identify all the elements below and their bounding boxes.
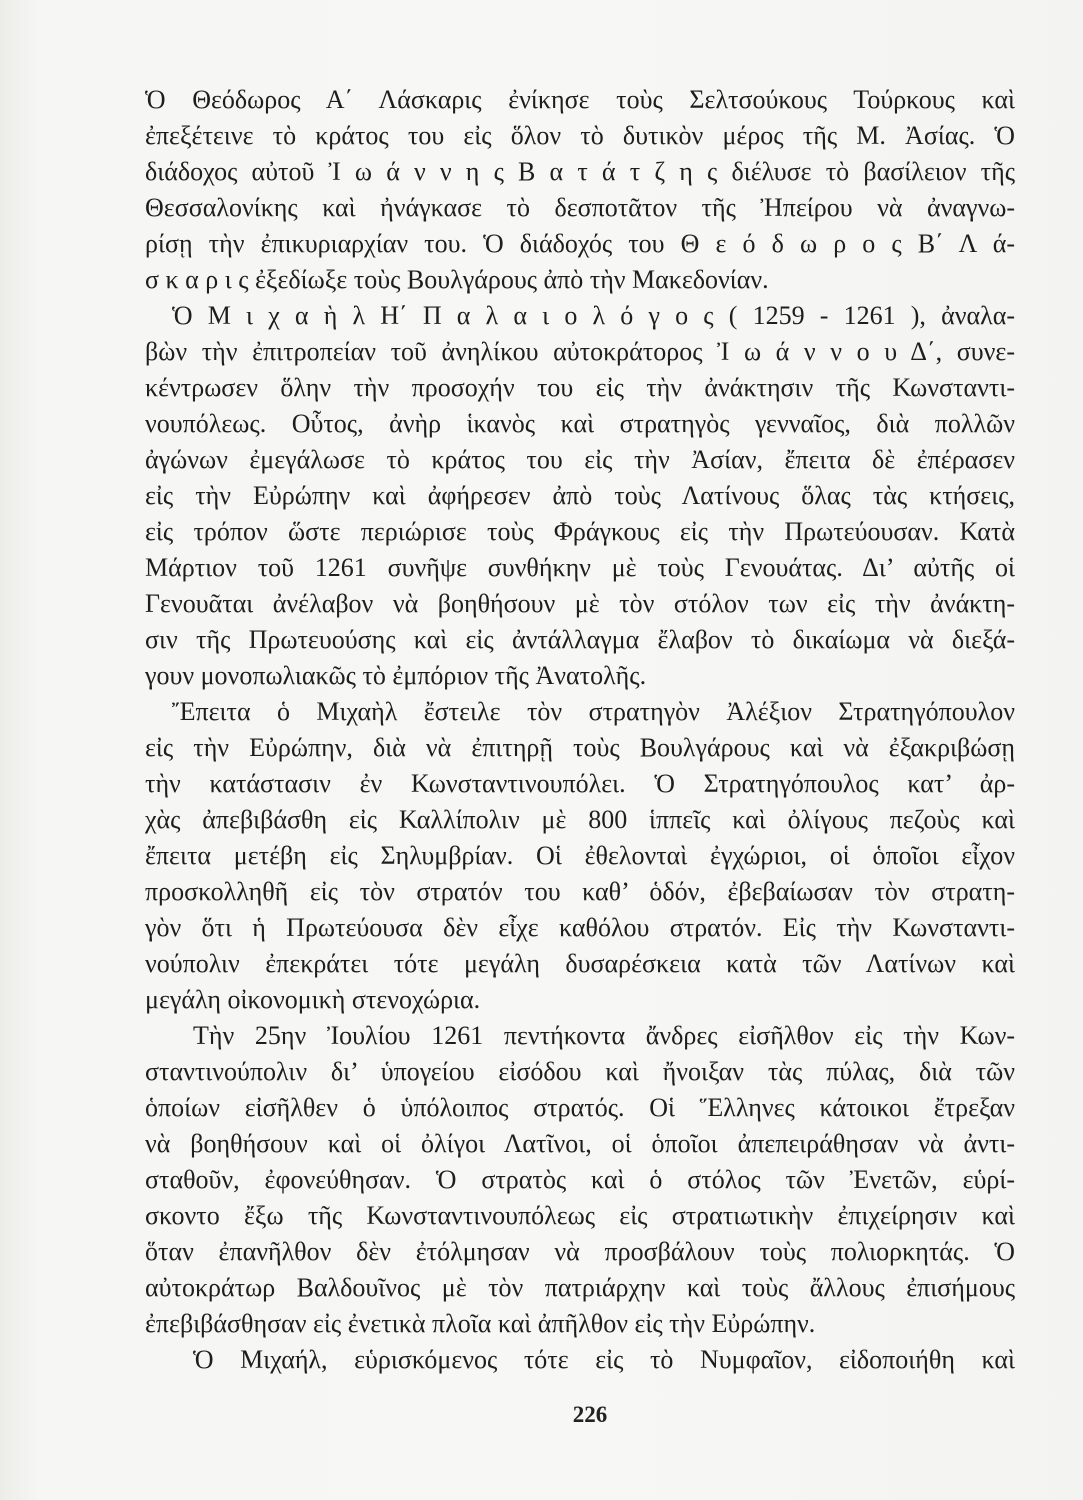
- text-line: [172, 298, 1015, 334]
- text-line: [145, 658, 1015, 694]
- text-line: [145, 982, 1015, 1018]
- line-text: νουπόλεως. Οὗτος, ἀνὴρ ἱκανὸς καὶ στρατηγὸς γενναῖος, διὰ πολλῶν: [145, 409, 1015, 438]
- line-text: αὐτοκράτωρ Βαλδουῖνος μὲ τὸν πατριάρχην καὶ τοὺς ἄλλους ἐπισήμους: [145, 1273, 1015, 1302]
- text-line: [145, 910, 1015, 946]
- text-line: [145, 1234, 1015, 1270]
- text-line: [145, 262, 1015, 298]
- line-text: ἔπειτα μετέβη εἰς Σηλυμβρίαν. Οἱ ἐθελονταὶ ἐγχώριοι, οἱ ὁποῖοι εἶχον: [145, 841, 1015, 870]
- text-line: [145, 226, 1015, 262]
- text-line: [145, 586, 1015, 622]
- line-text: ρίσῃ τὴν ἐπικυριαρχίαν του. Ὁ διάδοχός του Θ ε ό δ ω ρ ο ς Β΄ Λ ά-: [145, 229, 1015, 258]
- line-text: ἐπεξέτεινε τὸ κράτος του εἰς ὅλον τὸ δυτικὸν μέρος τῆς Μ. Ἀσίας. Ὁ: [145, 121, 1015, 150]
- paragraph: [145, 298, 1015, 694]
- line-text: τὴν κατάστασιν ἐν Κωνσταντινουπόλει. Ὁ Στρατηγόπουλος κατ’ ἀρ-: [145, 769, 1015, 798]
- paragraph: [145, 1018, 1015, 1342]
- text-line: [145, 370, 1015, 406]
- text-line: [145, 874, 1015, 910]
- line-text: Μάρτιον τοῦ 1261 συνῆψε συνθήκην μὲ τοὺς Γενουάτας. Δι’ αὐτῆς οἱ: [145, 553, 1015, 582]
- line-text: βὼν τὴν ἐπιτροπείαν τοῦ ἀνηλίκου αὐτοκράτορος Ἰ ω ά ν ν ο υ Δ΄, συνε-: [145, 337, 1015, 366]
- text-line: [145, 1162, 1015, 1198]
- text-line: [145, 766, 1015, 802]
- line-text: εἰς τρόπον ὥστε περιώρισε τοὺς Φράγκους εἰς τὴν Πρωτεύουσαν. Κατὰ: [145, 517, 1015, 546]
- line-text: σκοντο ἔξω τῆς Κωνσταντινουπόλεως εἰς στρατιωτικὴν ἐπιχείρησιν καὶ: [145, 1201, 1015, 1230]
- line-text: γὸν ὅτι ἡ Πρωτεύουσα δὲν εἶχε καθόλου στρατόν. Εἰς τὴν Κωνσταντι-: [145, 913, 1015, 942]
- text-line: [145, 82, 1015, 118]
- text-line: [145, 478, 1015, 514]
- line-text: Τὴν 25ην Ἰουλίου 1261 πεντήκοντα ἄνδρες εἰσῆλθον εἰς τὴν Κων-: [193, 1021, 1015, 1050]
- page-number: 226: [572, 1402, 608, 1427]
- line-text: σταθοῦν, ἐφονεύθησαν. Ὁ στρατὸς καὶ ὁ στόλος τῶν Ἐνετῶν, εὑρί-: [145, 1165, 1015, 1194]
- line-text: Γενουᾶται ἀνέλαβον νὰ βοηθήσουν μὲ τὸν στόλον των εἰς τὴν ἀνάκτη-: [145, 589, 1015, 618]
- line-text: Ὁ Θεόδωρος Α΄ Λάσκαρις ἐνίκησε τοὺς Σελτσούκους Τούρκους καὶ: [145, 85, 1015, 114]
- line-text: γουν μονοπωλιακῶς τὸ ἐμπόριον τῆς Ἀνατολῆς.: [145, 661, 647, 690]
- text-body: [145, 82, 1015, 1378]
- text-line: [145, 334, 1015, 370]
- text-line: [145, 514, 1015, 550]
- line-text: ὅταν ἐπανῆλθον δὲν ἐτόλμησαν νὰ προσβάλουν τοὺς πολιορκητάς. Ὁ: [145, 1237, 1015, 1266]
- text-line: [145, 802, 1015, 838]
- text-line: [193, 1342, 1015, 1378]
- line-text: εἰς τὴν Εὐρώπην καὶ ἀφήρεσεν ἀπὸ τοὺς Λατίνους ὅλας τὰς κτήσεις,: [145, 481, 1015, 510]
- paragraph: [145, 694, 1015, 1018]
- text-line: [145, 190, 1015, 226]
- text-line: [145, 1270, 1015, 1306]
- line-text: νούπολιν ἐπεκράτει τότε μεγάλη δυσαρέσκεια κατὰ τῶν Λατίνων καὶ: [145, 949, 1015, 978]
- line-text: διάδοχος αὐτοῦ Ἰ ω ά ν ν η ς Β α τ ά τ ζ η ς διέλυσε τὸ βασίλειον τῆς: [145, 157, 1015, 186]
- text-line: [193, 1018, 1015, 1054]
- paragraph: [145, 82, 1015, 298]
- text-line: [145, 622, 1015, 658]
- line-text: Θεσσαλονίκης καὶ ἠνάγκασε τὸ δεσποτᾶτον τῆς Ἠπείρου νὰ ἀναγνω-: [145, 193, 1015, 222]
- line-text: νὰ βοηθήσουν καὶ οἱ ὀλίγοι Λατῖνοι, οἱ ὁποῖοι ἀπεπειράθησαν νὰ ἀντι-: [145, 1129, 1015, 1158]
- line-text: Ὁ Μ ι χ α ὴ λ Η΄ Π α λ α ι ο λ ό γ ο ς ( 1259 - 1261 ), ἀναλα-: [172, 301, 1015, 330]
- line-text: ἀγώνων ἐμεγάλωσε τὸ κράτος του εἰς τὴν Ἀσίαν, ἔπειτα δὲ ἐπέρασεν: [145, 445, 1015, 474]
- text-line: [145, 730, 1015, 766]
- text-line: [145, 1306, 1015, 1342]
- line-text: προσκολληθῆ εἰς τὸν στρατόν του καθ’ ὁδόν, ἐβεβαίωσαν τὸν στρατη-: [145, 877, 1015, 906]
- line-text: σ κ α ρ ι ς ἐξεδίωξε τοὺς Βουλγάρους ἀπὸ τὴν Μακεδονίαν.: [145, 265, 769, 294]
- line-text: εἰς τὴν Εὐρώπην, διὰ νὰ ἐπιτηρῇ τοὺς Βουλγάρους καὶ νὰ ἐξακριβώσῃ: [145, 733, 1015, 762]
- text-line: [145, 1090, 1015, 1126]
- text-line: [145, 406, 1015, 442]
- text-line: [145, 1198, 1015, 1234]
- text-line: [172, 694, 1015, 730]
- text-line: [145, 550, 1015, 586]
- text-line: [145, 154, 1015, 190]
- text-line: [145, 838, 1015, 874]
- line-text: χὰς ἀπεβιβάσθη εἰς Καλλίπολιν μὲ 800 ἱππεῖς καὶ ὀλίγους πεζοὺς καὶ: [145, 805, 1015, 834]
- line-text: μεγάλη οἰκονομικὴ στενοχώρια.: [145, 985, 481, 1014]
- line-text: Ὁ Μιχαήλ, εὑρισκόμενος τότε εἰς τὸ Νυμφαῖον, εἰδοποιήθη καὶ: [193, 1345, 1015, 1374]
- line-text: κέντρωσεν ὅλην τὴν προσοχήν του εἰς τὴν ἀνάκτησιν τῆς Κωνσταντι-: [145, 373, 1015, 402]
- line-text: σιν τῆς Πρωτευούσης καὶ εἰς ἀντάλλαγμα ἔλαβον τὸ δικαίωμα νὰ διεξά-: [145, 625, 1015, 654]
- text-line: [145, 1054, 1015, 1090]
- text-line: [145, 1126, 1015, 1162]
- line-text: Ἔπειτα ὁ Μιχαὴλ ἔστειλε τὸν στρατηγὸν Ἀλέξιον Στρατηγόπουλον: [172, 697, 1015, 726]
- line-text: ἐπεβιβάσθησαν εἰς ἐνετικὰ πλοῖα καὶ ἀπῆλθον εἰς τὴν Εὐρώπην.: [145, 1309, 816, 1338]
- line-text: ὁποίων εἰσῆλθεν ὁ ὑπόλοιπος στρατός. Οἱ Ἕλληνες κάτοικοι ἔτρεξαν: [145, 1093, 1015, 1122]
- text-line: [145, 946, 1015, 982]
- text-line: [145, 118, 1015, 154]
- paragraph: [145, 1342, 1015, 1378]
- line-text: σταντινούπολιν δι’ ὑπογείου εἰσόδου καὶ ἤνοιξαν τὰς πύλας, διὰ τῶν: [145, 1057, 1015, 1086]
- text-line: [145, 442, 1015, 478]
